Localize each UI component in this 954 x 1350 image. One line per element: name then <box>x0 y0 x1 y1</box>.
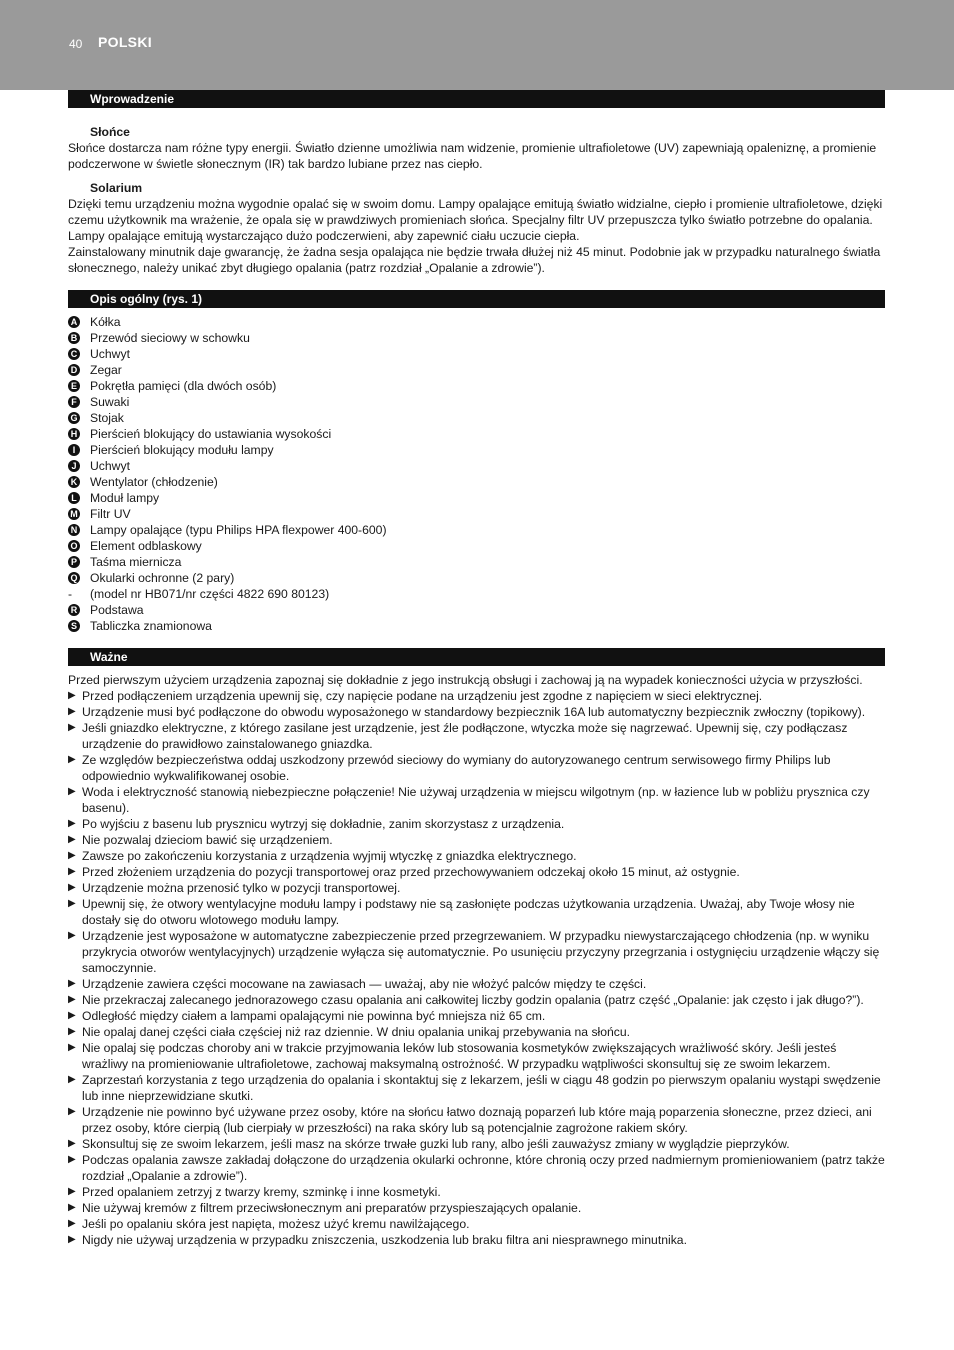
subheading-slonce: Słońce <box>90 125 130 139</box>
part-item <box>68 378 885 394</box>
warning-item <box>68 880 885 896</box>
part-letter-icon: R <box>68 604 80 616</box>
warning-text: Urządzenie można przenosić tylko w pozycji transportowej. <box>82 881 401 895</box>
bullet-arrow-icon: ▶ <box>68 1234 76 1245</box>
warning-text: Skonsultuj się ze swoim lekarzem, jeśli masz na skórze trwałe guzki lub rany, albo jeśli zauważysz zmiany w wyglądzie pieprzyków. <box>82 1137 790 1151</box>
warning-text: Nie używaj kremów z filtrem przeciwsłonecznym ani preparatów przyspieszających opalanie. <box>82 1201 582 1215</box>
part-item <box>68 458 885 474</box>
bullet-arrow-icon: ▶ <box>68 1202 76 1213</box>
part-letter-icon: K <box>68 476 80 488</box>
bullet-arrow-icon: ▶ <box>68 754 76 765</box>
warning-item <box>68 1136 885 1152</box>
warning-item <box>68 1008 885 1024</box>
part-label: Lampy opalające (typu Philips HPA flexpower 400-600) <box>90 523 387 537</box>
part-letter-icon: B <box>68 332 80 344</box>
warning-item <box>68 928 885 976</box>
warning-text: Urządzenie nie powinno być używane przez osoby, które na słońcu łatwo doznają poparzeń lub które mają poparzenia słoneczne, przez dzieci, ani przez osoby, które cierpią (lub cierpiały w przeszłości) na raka skóry lub są potencjalnie zagrożone rakiem skóry. <box>82 1105 872 1135</box>
part-label: Podstawa <box>90 603 144 617</box>
subheading-solarium: Solarium <box>90 181 143 195</box>
part-label: Pierścień blokujący do ustawiania wysokości <box>90 427 332 441</box>
warning-item <box>68 896 885 928</box>
bullet-arrow-icon: ▶ <box>68 1026 76 1037</box>
part-label: Suwaki <box>90 395 130 409</box>
part-letter-icon: A <box>68 316 80 328</box>
part-letter-icon: G <box>68 412 80 424</box>
warning-text: Urządzenie musi być podłączone do obwodu wyposażonego w standardowy bezpiecznik 16A lub automatyczny bezpiecznik zwłoczny (topikowy). <box>82 705 866 719</box>
bullet-arrow-icon: ▶ <box>68 1186 76 1197</box>
part-item <box>68 490 885 506</box>
warning-item <box>68 832 885 848</box>
warning-text: Po wyjściu z basenu lub prysznicu wytrzyj się dokładnie, zanim skorzystasz z urządzenia. <box>82 817 565 831</box>
bullet-arrow-icon: ▶ <box>68 898 76 909</box>
part-label: Pierścień blokujący modułu lampy <box>90 443 274 457</box>
part-label: Przewód sieciowy w schowku <box>90 331 250 345</box>
warning-item <box>68 784 885 816</box>
part-letter-icon: S <box>68 620 80 632</box>
warning-item <box>68 1184 885 1200</box>
section-heading-opis: Opis ogólny (rys. 1) <box>68 290 885 308</box>
part-label: Pokrętła pamięci (dla dwóch osób) <box>90 379 277 393</box>
part-label: Taśma miernicza <box>90 555 182 569</box>
warning-item <box>68 1040 885 1072</box>
bullet-arrow-icon: ▶ <box>68 834 76 845</box>
warning-item <box>68 848 885 864</box>
warning-text: Przed podłączeniem urządzenia upewnij się, czy napięcie podane na urządzeniu jest zgodne z napięciem w sieci elektrycznej. <box>82 689 763 703</box>
part-label: Element odblaskowy <box>90 539 202 553</box>
part-label: Stojak <box>90 411 124 425</box>
warning-text: Woda i elektryczność stanowią niebezpieczne połączenie! Nie używaj urządzenia w miejscu wilgotnym (np. w łazience lub w pobliżu prysznica czy basenu). <box>82 785 870 815</box>
part-label: Uchwyt <box>90 459 130 473</box>
part-item <box>68 474 885 490</box>
bullet-arrow-icon: ▶ <box>68 722 76 733</box>
part-letter-icon: C <box>68 348 80 360</box>
warning-item <box>68 1072 885 1104</box>
paragraph-slonce: Słońce dostarcza nam różne typy energii. Światło dzienne umożliwia nam widzenie, promienie ultrafioletowe (UV) zapewniają opaleniznę, a promienie podczerwone w świetle słonecznym (IR) tak bardzo lubiane przez nas ciepło. <box>68 141 877 171</box>
warning-item <box>68 1216 885 1232</box>
language-title: POLSKI <box>98 34 152 50</box>
part-letter-icon: L <box>68 492 80 504</box>
part-item <box>68 538 885 554</box>
part-letter-icon: E <box>68 380 80 392</box>
warning-item <box>68 1024 885 1040</box>
part-letter-icon: I <box>68 444 80 456</box>
part-label: Kółka <box>90 315 121 329</box>
warning-item <box>68 688 885 704</box>
parts-list <box>68 314 885 634</box>
part-letter-icon: J <box>68 460 80 472</box>
part-letter-icon: M <box>68 508 80 520</box>
warning-item <box>68 816 885 832</box>
part-item <box>68 314 885 330</box>
warning-item <box>68 1200 885 1216</box>
bullet-arrow-icon: ▶ <box>68 850 76 861</box>
warning-text: Przed złożeniem urządzenia do pozycji transportowej oraz przed przechowywaniem odczekaj około 15 minut, aż ostygnie. <box>82 865 740 879</box>
warning-text: Jeśli po opalaniu skóra jest napięta, możesz użyć kremu nawilżającego. <box>82 1217 470 1231</box>
warning-text: Zawsze po zakończeniu korzystania z urządzenia wyjmij wtyczkę z gniazdka elektrycznego. <box>82 849 577 863</box>
part-letter-icon: D <box>68 364 80 376</box>
part-label: Okularki ochronne (2 pary) <box>90 571 235 585</box>
bullet-arrow-icon: ▶ <box>68 978 76 989</box>
part-letter-icon: N <box>68 524 80 536</box>
paragraph-solarium-2: Lampy opalające emitują wystarczająco dużo podczerwieni, aby zapewnić ciału uczucie ciepła. <box>68 229 580 243</box>
part-label: Uchwyt <box>90 347 130 361</box>
warning-item <box>68 704 885 720</box>
bullet-arrow-icon: ▶ <box>68 706 76 717</box>
bullet-arrow-icon: ▶ <box>68 866 76 877</box>
part-letter-icon: O <box>68 540 80 552</box>
part-label: Filtr UV <box>90 507 131 521</box>
part-label: Moduł lampy <box>90 491 160 505</box>
part-item <box>68 442 885 458</box>
part-item <box>68 570 885 586</box>
part-letter-icon: F <box>68 396 80 408</box>
part-letter-icon: H <box>68 428 80 440</box>
part-label: Zegar <box>90 363 122 377</box>
part-label: Wentylator (chłodzenie) <box>90 475 218 489</box>
bullet-arrow-icon: ▶ <box>68 818 76 829</box>
part-item <box>68 586 885 602</box>
part-item <box>68 330 885 346</box>
warning-item <box>68 752 885 784</box>
bullet-arrow-icon: ▶ <box>68 930 76 941</box>
part-label: Tabliczka znamionowa <box>90 619 212 633</box>
part-item <box>68 410 885 426</box>
part-item <box>68 506 885 522</box>
warning-text: Nie pozwalaj dzieciom bawić się urządzeniem. <box>82 833 333 847</box>
part-letter-icon: Q <box>68 572 80 584</box>
warning-text: Zaprzestań korzystania z tego urządzenia do opalania i skontaktuj się z lekarzem, jeśli w ciągu 48 godzin po pierwszym opalaniu wystąpi swędzenie lub inne nieprzewidziane skutki. <box>82 1073 881 1103</box>
warning-text: Nie przekraczaj zalecanego jednorazowego czasu opalania ani całkowitej liczby godzin opalania (patrz część „Opalanie: jak często i jak długo?”). <box>82 993 864 1007</box>
paragraph-solarium-1: Dzięki temu urządzeniu można wygodnie opalać się w swoim domu. Lampy opalające emitują światło widzialne, ciepło i promienie ultrafioletowe, dzięki czemu użytkownik ma wrażenie, że opala się w prawdziwych promieniach słońca. Specjalny filtr UV przepuszcza tylko światło potrzebne do opalania. <box>68 197 883 227</box>
paragraph-solarium-3: Zainstalowany minutnik daje gwarancję, że żadna sesja opalająca nie będzie trwała dłużej niż 45 minut. Podobnie jak w przypadku naturalnego światła słonecznego, należy unikać zbyt długiego opalania (patrz rozdział „Opalanie a zdrowie”). <box>68 245 881 275</box>
wazne-intro: Przed pierwszym użyciem urządzenia zapoznaj się dokładnie z jego instrukcją obsługi i zachowaj ją na wypadek konieczności użycia w przyszłości. <box>68 673 863 687</box>
warning-item <box>68 1104 885 1136</box>
part-letter-icon: P <box>68 556 80 568</box>
warning-text: Przed opalaniem zetrzyj z twarzy kremy, szminkę i inne kosmetyki. <box>82 1185 441 1199</box>
part-label: (model nr HB071/nr części 4822 690 80123) <box>90 587 330 601</box>
warning-text: Nigdy nie używaj urządzenia w przypadku zniszczenia, uszkodzenia lub braku filtra ani niesprawnego minutnika. <box>82 1233 687 1247</box>
bullet-arrow-icon: ▶ <box>68 1074 76 1085</box>
warnings-list <box>68 688 885 1248</box>
part-item <box>68 426 885 442</box>
warning-text: Urządzenie jest wyposażone w automatyczne zabezpieczenie przed przegrzewaniem. W przypadku niewystarczającego chłodzenia (np. w wyniku przykrycia otworów wentylacyjnych) urządzenie wyłącza się automatycznie. Po usunięciu przyczyny przegrzania i ostygnięciu urządzenie włączy się samoczynnie. <box>82 929 880 975</box>
part-item <box>68 618 885 634</box>
page-number: 40 <box>69 37 83 51</box>
bullet-arrow-icon: ▶ <box>68 882 76 893</box>
part-item <box>68 554 885 570</box>
bullet-arrow-icon: ▶ <box>68 1010 76 1021</box>
part-item <box>68 394 885 410</box>
bullet-arrow-icon: ▶ <box>68 1138 76 1149</box>
warning-text: Ze względów bezpieczeństwa oddaj uszkodzony przewód sieciowy do wymiany do autoryzowanego centrum serwisowego firmy Philips lub odpowiednio wykwalifikowanej osobie. <box>82 753 831 783</box>
warning-item <box>68 976 885 992</box>
part-item <box>68 602 885 618</box>
bullet-arrow-icon: ▶ <box>68 1042 76 1053</box>
warning-item <box>68 992 885 1008</box>
header-bar <box>0 0 954 90</box>
warning-item <box>68 1152 885 1184</box>
bullet-arrow-icon: ▶ <box>68 994 76 1005</box>
part-item <box>68 522 885 538</box>
warning-text: Jeśli gniazdko elektryczne, z którego zasilane jest urządzenie, jest źle podłączone, wtyczka może się nagrzewać. Upewnij się, czy podłączasz urządzenie do prawidłowo zainstalowanego gniazdka. <box>82 721 848 751</box>
warning-text: Urządzenie zawiera części mocowane na zawiasach — uważaj, aby nie włożyć palców między te części. <box>82 977 647 991</box>
section-heading-intro: Wprowadzenie <box>68 90 885 108</box>
dash-marker: - <box>68 587 73 601</box>
warning-text: Nie opalaj się podczas choroby ani w trakcie przyjmowania leków lub stosowania kosmetyków zwiększających wrażliwość skóry. Jeśli jesteś wrażliwy na promieniowanie ultrafioletowe, zachowaj maksymalną ostrożność. W przypadku wątpliwości skonsultuj się ze swoim lekarzem. <box>82 1041 837 1071</box>
warning-text: Odległość między ciałem a lampami opalającymi nie powinna być mniejsza niż 65 cm. <box>82 1009 546 1023</box>
warning-item <box>68 864 885 880</box>
page-content <box>68 90 885 1248</box>
warning-text: Upewnij się, że otwory wentylacyjne modułu lampy i podstawy nie są zasłonięte podczas użytkowania urządzenia. Uważaj, aby Twoje włosy nie dostały się do otworu wlotowego modułu lampy. <box>82 897 855 927</box>
section-heading-wazne: Ważne <box>68 648 885 666</box>
warning-text: Podczas opalania zawsze zakładaj dołączone do urządzenia okularki ochronne, które chronią oczy przed nadmiernym promieniowaniem (patrz także rozdział „Opalanie a zdrowie”). <box>82 1153 885 1183</box>
part-item <box>68 346 885 362</box>
bullet-arrow-icon: ▶ <box>68 1154 76 1165</box>
bullet-arrow-icon: ▶ <box>68 786 76 797</box>
bullet-arrow-icon: ▶ <box>68 690 76 701</box>
warning-item <box>68 1232 885 1248</box>
bullet-arrow-icon: ▶ <box>68 1106 76 1117</box>
warning-text: Nie opalaj danej części ciała częściej niż raz dziennie. W dniu opalania unikaj przebywania na słońcu. <box>82 1025 631 1039</box>
part-item <box>68 362 885 378</box>
warning-item <box>68 720 885 752</box>
bullet-arrow-icon: ▶ <box>68 1218 76 1229</box>
